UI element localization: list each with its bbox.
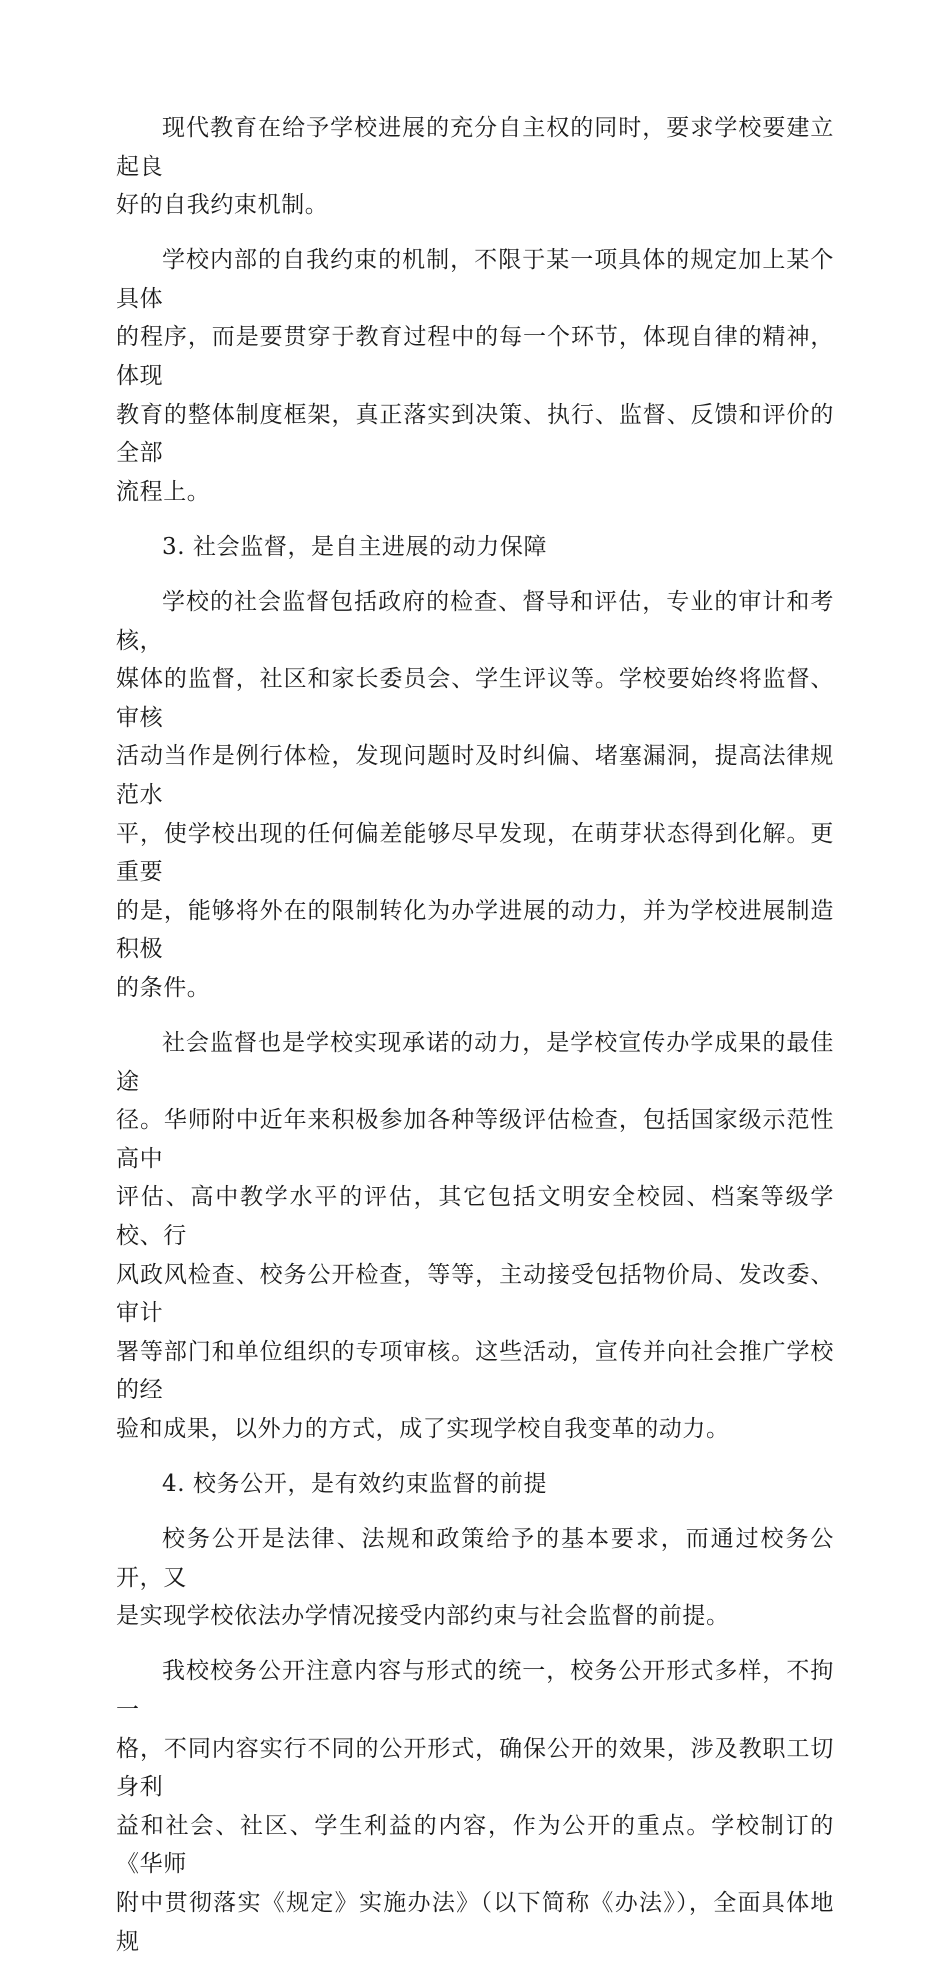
text-line: 3. 社会监督，是自主进展的动力保障: [162, 533, 548, 560]
text-line: 好的自我约束机制。: [116, 192, 329, 219]
body-paragraph: [116, 1024, 834, 1449]
text-line: 学校内部的自我约束的机制，不限于某一项具体的规定加上某个具体: [116, 247, 834, 312]
text-line: 教育的整体制度框架，真正落实到决策、执行、监督、反馈和评价的全部: [116, 401, 834, 467]
text-line: 活动当作是例行体检，发现问题时及时纠偏、堵塞漏洞，提高法律规范水: [116, 743, 834, 808]
text-line: 平，使学校出现的任何偏差能够尽早发现，在萌芽状态得到化解。更重要: [116, 820, 834, 886]
text-line: 校务公开是法律、法规和政策给予的基本要求，而通过校务公开，又: [116, 1526, 834, 1591]
body-paragraph: [116, 241, 834, 511]
text-line: 径。华师附中近年来积极参加各种等级评估检查，包括国家级示范性高中: [116, 1107, 834, 1172]
text-line: 的是，能够将外在的限制转化为办学进展的动力，并为学校进展制造积极: [116, 897, 834, 963]
body-paragraph: [116, 109, 834, 225]
text-line: 是实现学校依法办学情况接受内部约束与社会监督的前提。: [116, 1603, 730, 1630]
text-line: 4. 校务公开，是有效约束监督的前提: [162, 1471, 548, 1498]
text-line: 现代教育在给予学校进展的充分自主权的同时，要求学校要建立起良: [116, 115, 834, 180]
section-heading: [116, 1465, 834, 1504]
text-line: 学校的社会监督包括政府的检查、督导和评估，专业的审计和考核，: [116, 589, 834, 654]
text-line: 媒体的监督，社区和家长委员会、学生评议等。学校要始终将监督、审核: [116, 666, 834, 731]
text-line: 署等部门和单位组织的专项审核。这些活动，宣传并向社会推广学校的经: [116, 1338, 834, 1404]
section-heading: [116, 528, 834, 567]
document-body: [116, 109, 834, 1978]
text-line: 格，不同内容实行不同的公开形式，确保公开的效果，涉及教职工切身利: [116, 1735, 834, 1801]
text-line: 评估、高中教学水平的评估，其它包括文明安全校园、档案等级学校、行: [116, 1184, 834, 1250]
text-line: 风政风检查、校务公开检查，等等，主动接受包括物价局、发改委、审计: [116, 1261, 834, 1327]
text-line: 流程上。: [116, 478, 211, 505]
text-line: 的条件。: [116, 974, 211, 1001]
body-paragraph: [116, 1652, 834, 1961]
text-line: 附中贯彻落实《规定》实施办法》（以下简称《办法》），全面具体地规: [116, 1890, 834, 1955]
text-line: 的程序，而是要贯穿于教育过程中的每一个环节，体现自律的精神，体现: [116, 324, 834, 390]
text-line: 我校校务公开注意内容与形式的统一，校务公开形式多样，不拘一: [116, 1658, 834, 1724]
body-paragraph: [116, 583, 834, 1008]
text-line: 益和社会、社区、学生利益的内容，作为公开的重点。学校制订的《华师: [116, 1812, 834, 1878]
body-paragraph: [116, 1520, 834, 1636]
text-line: 验和成果，以外力的方式，成了实现学校自我变革的动力。: [116, 1416, 730, 1442]
text-line: 社会监督也是学校实现承诺的动力，是学校宣传办学成果的最佳途: [116, 1030, 834, 1095]
